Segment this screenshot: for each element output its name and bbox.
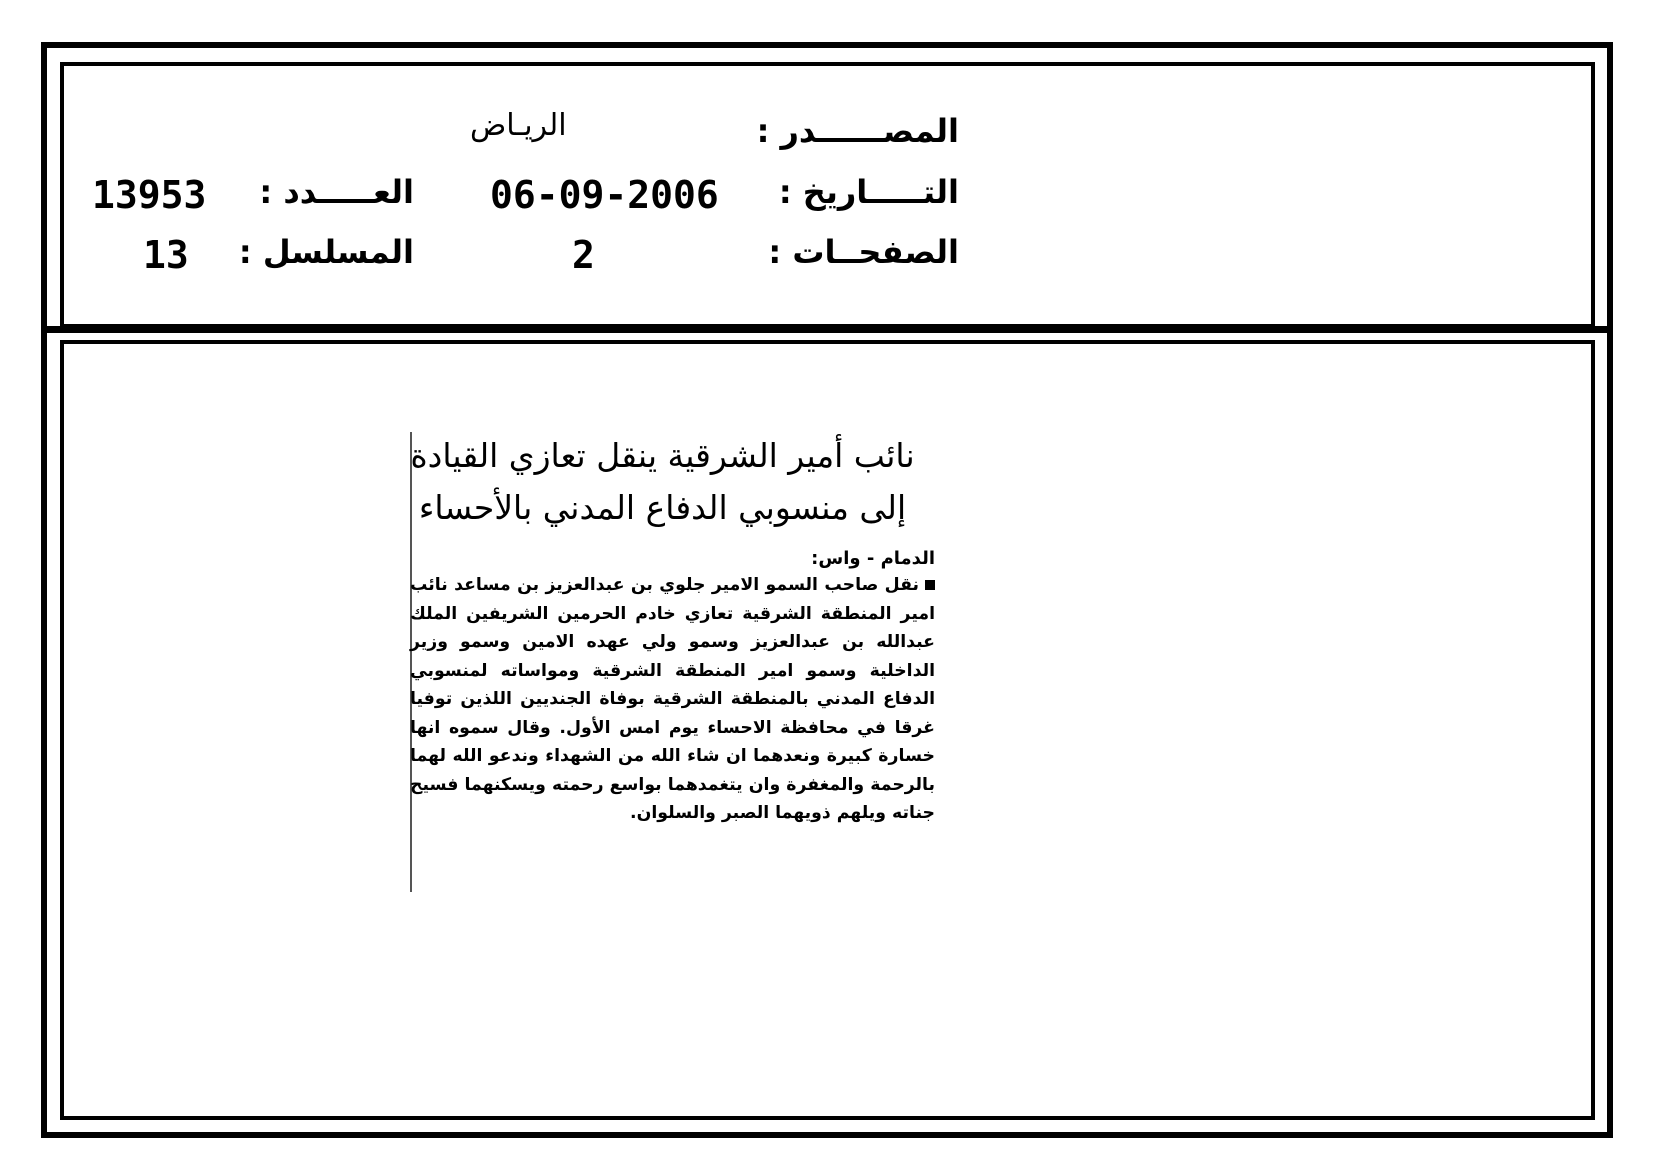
serial-value: 13 [143,233,189,277]
pages-value: 2 [572,233,595,277]
news-clipping [410,430,935,828]
issue-value: 13953 [92,173,207,217]
article-body-text: نقل صاحب السمو الامير جلوي بن عبدالعزيز بن مساعد نائب امير المنطقة الشرقية تعازي خادم الحرمين الشريفين الملك عبدالله بن عبدالعزيز وسمو ولي عهده الامين وسمو وزير الداخلية وسمو امير المنطقة الشرقية ومواساته لمنسوبي الدفاع المدني بالمنطقة الشرقية بوفاة الجنديين اللذين توفيا غرقا في محافظة الاحساء يوم امس الأول. وقال سموه انها خسارة كبيرة ونعدهما ان شاء الله من الشهداء وندعو الله لهما بالرحمة والمغفرة وان يتغمدهما بواسع رحمته ويسكنهما فسيح جناته ويلهم ذويهما الصبر والسلوان. [410,575,935,823]
source-value: الريـاض [470,108,567,143]
pages-label: الصفحــات : [768,233,959,271]
headline-line-1: نائب أمير الشرقية ينقل تعازي القيادة [410,436,915,475]
dateline: الدمام - واس: [811,548,935,569]
date-label: التـــــاريخ : [778,173,959,211]
serial-label: المسلسل : [238,233,414,271]
header-divider [47,326,1607,333]
source-label: المصــــــدر : [756,112,959,150]
headline [410,430,935,534]
date-value: 06-09-2006 [490,173,719,217]
headline-line-2: إلى منسوبي الدفاع المدني بالأحساء [418,488,907,527]
article-body [410,571,935,828]
issue-label: العـــــدد : [259,173,414,211]
bullet-square-icon [925,580,935,590]
